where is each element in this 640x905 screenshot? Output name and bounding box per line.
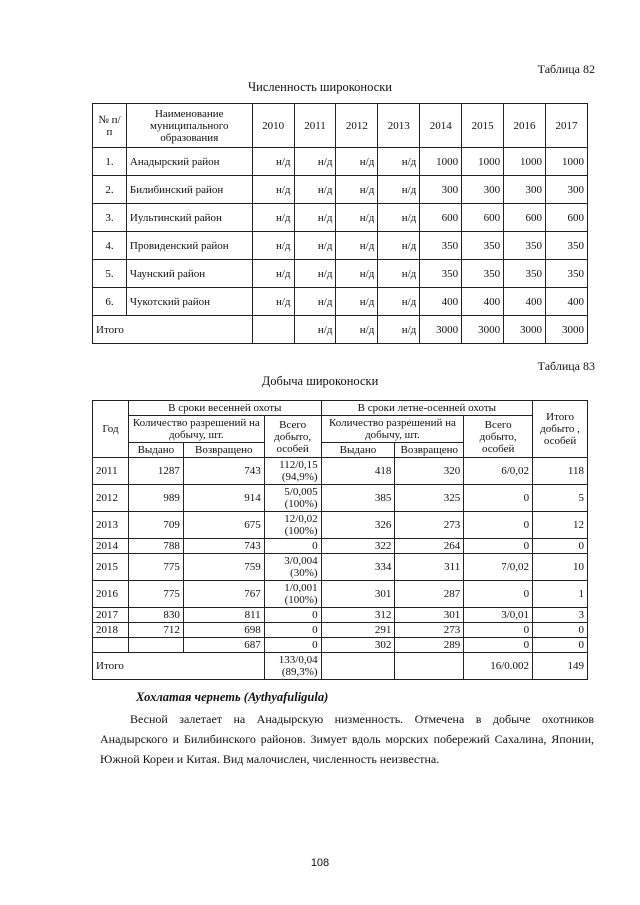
row-value: н/д xyxy=(378,260,420,288)
cell-s-returned: 743 xyxy=(183,458,264,485)
species-description: Весной залетает на Анадырскую низменность. Отмечена в добыче охотников Анадырского и Билибинского районов. Зимует вдоль морских побережий Сахалина, Японии, Южной Кореи и Китая. Вид малочислен, численность неизвестна. xyxy=(100,712,594,766)
row-value: 350 xyxy=(545,260,587,288)
cell-s-issued: 1287 xyxy=(128,458,183,485)
cell-a-returned: 301 xyxy=(395,608,464,623)
cell-year: 2011 xyxy=(93,458,129,485)
table-row xyxy=(93,176,588,204)
total-all-taken: 149 xyxy=(533,653,588,680)
table-row xyxy=(93,458,588,485)
cell-total: 1 xyxy=(533,581,588,608)
table-row xyxy=(93,554,588,581)
table-row xyxy=(93,539,588,554)
cell-s-taken: 3/0,004 (30%) xyxy=(264,554,321,581)
row-value: 300 xyxy=(420,176,462,204)
row-num: 3. xyxy=(93,204,127,232)
header-summer-permits: Количество разрешений на добычу, шт. xyxy=(321,416,464,443)
row-value: н/д xyxy=(336,260,378,288)
header-year: Год xyxy=(93,401,129,458)
species-heading: Хохлатая чернеть (Aythyafuligula) xyxy=(136,690,329,704)
row-value: н/д xyxy=(294,204,336,232)
cell-s-issued: 775 xyxy=(128,554,183,581)
row-value: 350 xyxy=(462,260,504,288)
row-value: н/д xyxy=(336,204,378,232)
cell-a-returned: 273 xyxy=(395,623,464,638)
cell-total: 5 xyxy=(533,485,588,512)
row-value: н/д xyxy=(294,232,336,260)
page-number: 108 xyxy=(310,857,330,869)
row-value: н/д xyxy=(294,148,336,176)
cell-a-taken: 0 xyxy=(464,638,533,653)
header-year: 2013 xyxy=(378,104,420,148)
cell-s-issued xyxy=(128,638,183,653)
table-row xyxy=(93,581,588,608)
table83-label: Таблица 83 xyxy=(537,359,595,373)
table-row xyxy=(93,204,588,232)
cell-year: 2017 xyxy=(93,608,129,623)
table83-header-row-2 xyxy=(93,416,588,443)
total-label: Итого xyxy=(93,653,265,680)
cell-a-returned: 287 xyxy=(395,581,464,608)
row-value: 400 xyxy=(462,288,504,316)
total-cell: н/д xyxy=(294,316,336,344)
cell-a-taken: 6/0,02 xyxy=(464,458,533,485)
row-value: 300 xyxy=(504,176,546,204)
cell-a-taken: 0 xyxy=(464,623,533,638)
row-value: н/д xyxy=(336,232,378,260)
row-name: Билибинский район xyxy=(126,176,252,204)
cell-s-issued: 775 xyxy=(128,581,183,608)
header-spring-returned: Возвращено xyxy=(183,443,264,458)
header-spring: В сроки весенней охоты xyxy=(128,401,321,416)
cell-a-taken: 0 xyxy=(464,539,533,554)
cell-a-taken: 3/0,01 xyxy=(464,608,533,623)
cell-a-returned: 311 xyxy=(395,554,464,581)
total-cell: н/д xyxy=(336,316,378,344)
row-value: 350 xyxy=(420,260,462,288)
cell-a-returned: 273 xyxy=(395,512,464,539)
cell-a-issued: 334 xyxy=(321,554,395,581)
row-value: 1000 xyxy=(545,148,587,176)
cell-a-returned: 264 xyxy=(395,539,464,554)
header-summer: В сроки летне-осенней охоты xyxy=(321,401,532,416)
cell-total: 0 xyxy=(533,539,588,554)
total-cell: н/д xyxy=(378,316,420,344)
table-row xyxy=(93,608,588,623)
row-value: н/д xyxy=(294,288,336,316)
table-row xyxy=(93,512,588,539)
row-num: 2. xyxy=(93,176,127,204)
row-name: Провиденский район xyxy=(126,232,252,260)
cell-total: 118 xyxy=(533,458,588,485)
cell-s-taken: 0 xyxy=(264,638,321,653)
cell-a-issued: 291 xyxy=(321,623,395,638)
row-value: н/д xyxy=(252,288,294,316)
row-num: 6. xyxy=(93,288,127,316)
total-cell: 3000 xyxy=(545,316,587,344)
header-spring-permits: Количество разрешений на добычу, шт. xyxy=(128,416,264,443)
cell-total: 0 xyxy=(533,623,588,638)
row-value: н/д xyxy=(252,176,294,204)
cell-a-taken: 0 xyxy=(464,581,533,608)
cell-a-issued: 326 xyxy=(321,512,395,539)
table83-header-row-1 xyxy=(93,401,588,416)
cell-s-returned: 914 xyxy=(183,485,264,512)
row-value: н/д xyxy=(252,204,294,232)
row-value: 350 xyxy=(462,232,504,260)
cell-s-taken: 12/0,02 (100%) xyxy=(264,512,321,539)
cell-total: 12 xyxy=(533,512,588,539)
table82-title: Численность широконоски xyxy=(248,80,392,94)
cell-s-returned: 767 xyxy=(183,581,264,608)
row-value: н/д xyxy=(378,176,420,204)
table-82 xyxy=(92,103,588,344)
row-name: Чукотский район xyxy=(126,288,252,316)
row-value: 600 xyxy=(545,204,587,232)
total-label: Итого xyxy=(93,316,253,344)
cell-total: 10 xyxy=(533,554,588,581)
table-row xyxy=(93,148,588,176)
row-value: 1000 xyxy=(420,148,462,176)
cell-a-returned: 325 xyxy=(395,485,464,512)
row-value: 600 xyxy=(420,204,462,232)
cell-a-returned: 320 xyxy=(395,458,464,485)
header-summer-taken: Всего добыто, особей xyxy=(464,416,533,458)
table-83 xyxy=(92,400,588,680)
cell-year: 2013 xyxy=(93,512,129,539)
row-value: 400 xyxy=(504,288,546,316)
row-value: н/д xyxy=(378,232,420,260)
cell-a-issued: 312 xyxy=(321,608,395,623)
total-summer-taken: 16/0.002 xyxy=(464,653,533,680)
total-spring-taken: 133/0,04 (89,3%) xyxy=(264,653,321,680)
header-name: Наименование муниципального образования xyxy=(126,104,252,148)
cell-a-issued: 302 xyxy=(321,638,395,653)
row-value: 400 xyxy=(545,288,587,316)
header-total-taken: Итого добыто , особей xyxy=(533,401,588,458)
total-cell xyxy=(252,316,294,344)
row-name: Чаунский район xyxy=(126,260,252,288)
table-row xyxy=(93,638,588,653)
header-year: 2016 xyxy=(504,104,546,148)
row-value: н/д xyxy=(336,288,378,316)
row-num: 4. xyxy=(93,232,127,260)
cell-a-taken: 7/0,02 xyxy=(464,554,533,581)
header-summer-issued: Выдано xyxy=(321,443,395,458)
row-value: н/д xyxy=(336,148,378,176)
table83-title: Добыча широконоски xyxy=(261,374,379,388)
cell-a-issued: 418 xyxy=(321,458,395,485)
total-cell: 3000 xyxy=(420,316,462,344)
row-name: Иультинский район xyxy=(126,204,252,232)
row-value: 350 xyxy=(504,232,546,260)
table82-total-row xyxy=(93,316,588,344)
cell-year: 2016 xyxy=(93,581,129,608)
cell-s-issued: 788 xyxy=(128,539,183,554)
row-value: 350 xyxy=(420,232,462,260)
row-value: 1000 xyxy=(504,148,546,176)
cell-s-returned: 675 xyxy=(183,512,264,539)
row-value: 300 xyxy=(462,176,504,204)
table-row xyxy=(93,260,588,288)
cell-s-issued: 709 xyxy=(128,512,183,539)
row-value: н/д xyxy=(378,148,420,176)
header-year: 2010 xyxy=(252,104,294,148)
cell-s-returned: 811 xyxy=(183,608,264,623)
row-value: 300 xyxy=(545,176,587,204)
row-value: н/д xyxy=(294,260,336,288)
total-cell xyxy=(395,653,464,680)
cell-s-taken: 1/0,001 (100%) xyxy=(264,581,321,608)
row-value: 350 xyxy=(504,260,546,288)
table-row xyxy=(93,232,588,260)
cell-year: 2015 xyxy=(93,554,129,581)
header-year: 2015 xyxy=(462,104,504,148)
header-num: № п/п xyxy=(93,104,127,148)
row-value: н/д xyxy=(378,204,420,232)
row-num: 5. xyxy=(93,260,127,288)
row-value: 350 xyxy=(545,232,587,260)
cell-s-returned: 743 xyxy=(183,539,264,554)
cell-total: 3 xyxy=(533,608,588,623)
cell-a-taken: 0 xyxy=(464,485,533,512)
row-value: 600 xyxy=(504,204,546,232)
row-value: н/д xyxy=(252,232,294,260)
row-name: Анадырский район xyxy=(126,148,252,176)
cell-a-issued: 385 xyxy=(321,485,395,512)
row-value: н/д xyxy=(336,176,378,204)
cell-s-issued: 712 xyxy=(128,623,183,638)
cell-s-taken: 0 xyxy=(264,539,321,554)
cell-year: 2014 xyxy=(93,539,129,554)
header-spring-issued: Выдано xyxy=(128,443,183,458)
row-value: 1000 xyxy=(462,148,504,176)
cell-a-returned: 289 xyxy=(395,638,464,653)
row-value: н/д xyxy=(252,260,294,288)
header-year: 2017 xyxy=(545,104,587,148)
row-value: н/д xyxy=(378,288,420,316)
cell-s-taken: 5/0,005 (100%) xyxy=(264,485,321,512)
cell-total: 0 xyxy=(533,638,588,653)
cell-year: 2018 xyxy=(93,623,129,638)
header-summer-returned: Возвращено xyxy=(395,443,464,458)
cell-s-issued: 830 xyxy=(128,608,183,623)
header-spring-taken: Всего добыто, особей xyxy=(264,416,321,458)
total-cell: 3000 xyxy=(504,316,546,344)
cell-year: 2012 xyxy=(93,485,129,512)
total-cell xyxy=(321,653,395,680)
header-year: 2014 xyxy=(420,104,462,148)
cell-a-taken: 0 xyxy=(464,512,533,539)
table-row xyxy=(93,485,588,512)
row-value: 600 xyxy=(462,204,504,232)
table82-label: Таблица 82 xyxy=(537,62,595,76)
row-value: 400 xyxy=(420,288,462,316)
table83-total-row xyxy=(93,653,588,680)
header-year: 2011 xyxy=(294,104,336,148)
cell-s-returned: 759 xyxy=(183,554,264,581)
cell-s-issued: 989 xyxy=(128,485,183,512)
header-year: 2012 xyxy=(336,104,378,148)
total-cell: 3000 xyxy=(462,316,504,344)
table82-header-row xyxy=(93,104,588,148)
table-row xyxy=(93,288,588,316)
cell-a-issued: 322 xyxy=(321,539,395,554)
cell-year xyxy=(93,638,129,653)
table-row xyxy=(93,623,588,638)
cell-s-taken: 0 xyxy=(264,608,321,623)
cell-s-taken: 0 xyxy=(264,623,321,638)
cell-s-returned: 687 xyxy=(183,638,264,653)
row-num: 1. xyxy=(93,148,127,176)
cell-a-issued: 301 xyxy=(321,581,395,608)
cell-s-returned: 698 xyxy=(183,623,264,638)
row-value: н/д xyxy=(294,176,336,204)
cell-s-taken: 112/0,15 (94,9%) xyxy=(264,458,321,485)
row-value: н/д xyxy=(252,148,294,176)
